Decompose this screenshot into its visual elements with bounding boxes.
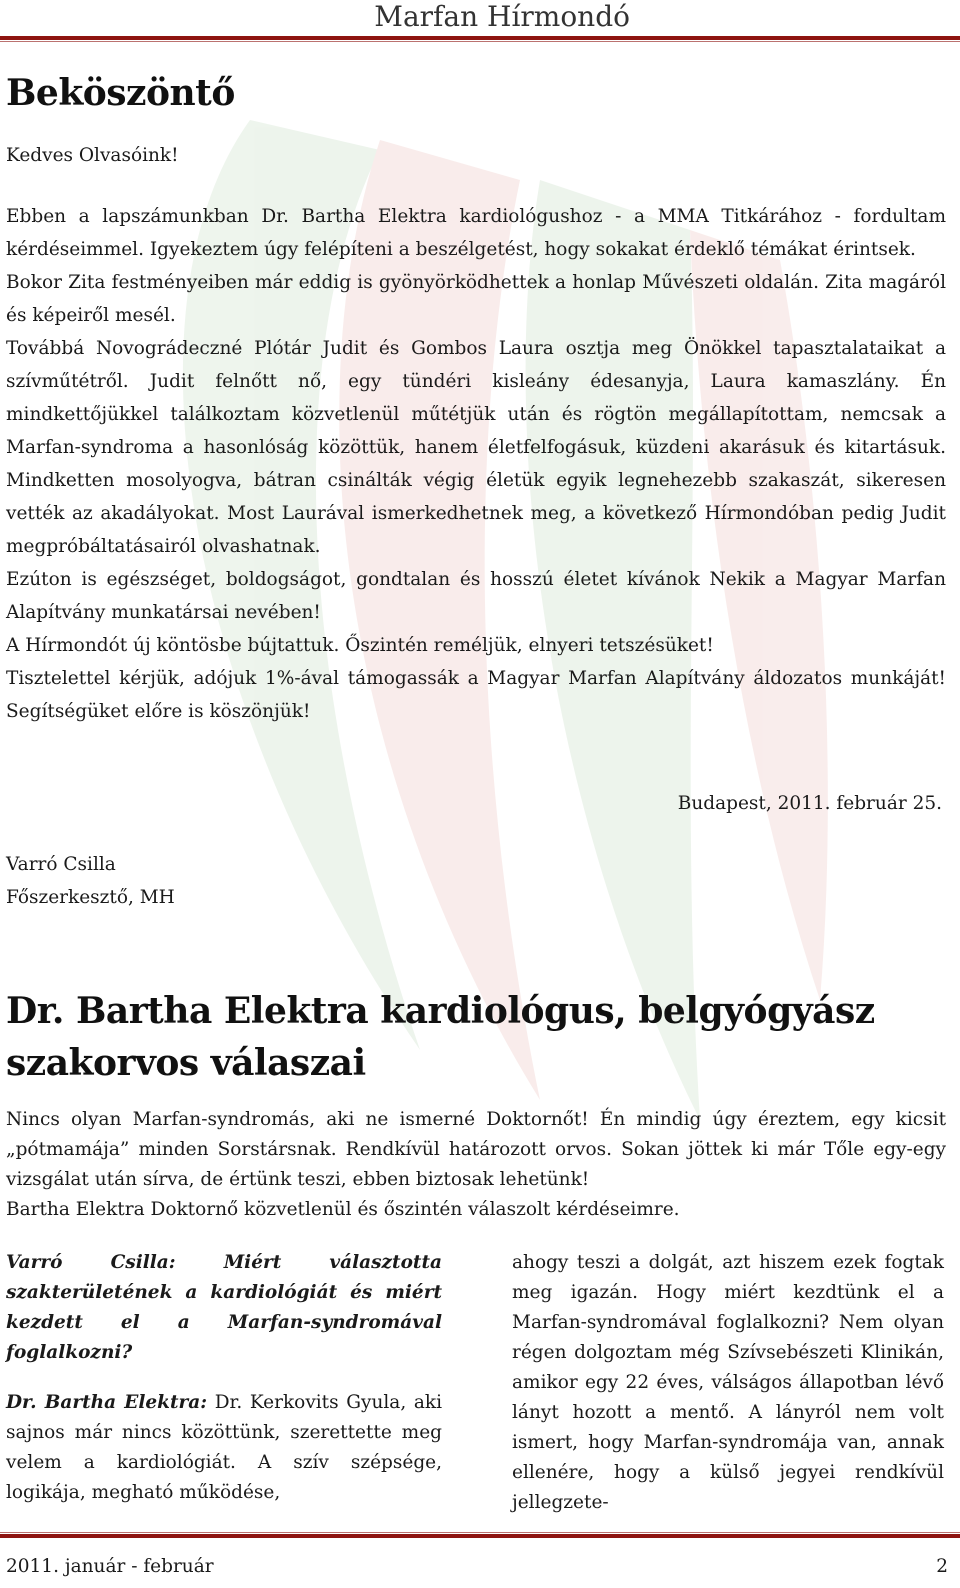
interview-question: Varró Csilla: Miért választotta szakterületének a kardiológiát és miért kezdett el a Marfan-syndromával foglalkozni? xyxy=(6,1252,442,1363)
column-left xyxy=(6,1248,442,1508)
welcome-paragraph: Tisztelettel kérjük, adójuk 1%-ával támogassák a Magyar Marfan Alapítvány áldozatos munkáját! Segítségüket előre is köszönjük! xyxy=(6,668,946,722)
place-date: Budapest, 2011. február 25. xyxy=(677,793,942,814)
welcome-paragraph: Ebben a lapszámunkban Dr. Bartha Elektra kardiológushoz - a MMA Titkárához - fordultam kérdéseimmel. Igyekeztem úgy felépíteni a beszélgetést, hogy sokakat érdeklő témákat érintsek. xyxy=(6,206,946,260)
welcome-paragraph: Bokor Zita festményeiben már eddig is gyönyörködhettek a honlap Művészeti oldalán. Zita magáról és képeiről mesél. xyxy=(6,272,946,326)
page-number: 2 xyxy=(936,1556,948,1577)
answer-text: Dr. Kerkovits Gyula, aki sajnos már nincs közöttünk, szerettette meg velem a kardiológiát. A szív szépsége, logikája, megható működése, xyxy=(6,1392,442,1503)
answer-continuation: ahogy teszi a dolgát, azt hiszem ezek fogtak meg igazán. Hogy miért kezdtünk el a Marfan-syndromával foglalkozni? Nem olyan régen dolgoztam még Szívsebészeti Klinikán, amikor egy 22 éves, válságos állapotban lévő lányt hozott a mentő. A lányról nem volt ismert, hogy Marfan-syndromája van, annak ellenére, hogy a külső jegyei rendkívül jellegzete- xyxy=(512,1252,944,1513)
header-rule xyxy=(0,36,960,42)
column-right xyxy=(512,1248,944,1518)
signer-name: Varró Csilla xyxy=(6,854,116,875)
publication-title: Marfan Hírmondó xyxy=(374,0,630,33)
signer-role: Főszerkesztő, MH xyxy=(6,887,175,908)
intro-paragraph: Bartha Elektra Doktornő közvetlenül és őszintén válaszolt kérdéseimre. xyxy=(6,1199,680,1220)
interview-answer xyxy=(6,1388,442,1508)
welcome-paragraph: A Hírmondót új köntösbe bújtattuk. Őszintén reméljük, elnyeri tetszésüket! xyxy=(6,635,714,656)
section-title-interview: Dr. Bartha Elektra kardiológus, belgyógyász szakorvos válaszai xyxy=(6,990,875,1084)
welcome-paragraph: Továbbá Novográdeczné Plótár Judit és Gombos Laura osztja meg Önökkel tapasztalataikat a szívműtétről. Judit felnőtt nő, egy tündéri kisleány édesanyja, Laura kamaszlány. Én mindkettőjükkel találkoztam közvetlenül műtétjük után és rögtön megállapítottam, nemcsak a Marfan-syndroma a hasonlóság közöttük, hanem életfelfogásuk, küzdeni akarásuk és kitartásuk. Mindketten mosolyogva, bátran csinálták végig életük egyik legnehezebb szakaszát, sikeresen vették az akadályokat. Most Laurával ismerkedhetnek meg, a következő Hírmondóban pedig Judit megpróbáltatásairól olvashatnak. xyxy=(6,338,946,557)
section-title-welcome: Beköszöntő xyxy=(6,72,235,114)
answer-speaker: Dr. Bartha Elektra: xyxy=(6,1392,208,1413)
issue-date: 2011. január - február xyxy=(6,1556,214,1577)
welcome-body xyxy=(6,200,946,728)
footer-rule xyxy=(0,1532,960,1538)
interview-intro xyxy=(6,1105,946,1225)
greeting: Kedves Olvasóink! xyxy=(6,145,179,166)
intro-paragraph: Nincs olyan Marfan-syndromás, aki ne ismerné Doktornőt! Én mindig úgy éreztem, egy kicsit „pótmamája” minden Sorstársnak. Rendkívül határozott orvos. Sokan jöttek ki már Tőle egy-egy vizsgálat után sírva, de értünk teszi, ebben biztosak lehetünk! xyxy=(6,1109,946,1190)
welcome-paragraph: Ezúton is egészséget, boldogságot, gondtalan és hosszú életet kívánok Nekik a Magyar Marfan Alapítvány munkatársai nevében! xyxy=(6,569,946,623)
signature-block xyxy=(6,848,175,914)
